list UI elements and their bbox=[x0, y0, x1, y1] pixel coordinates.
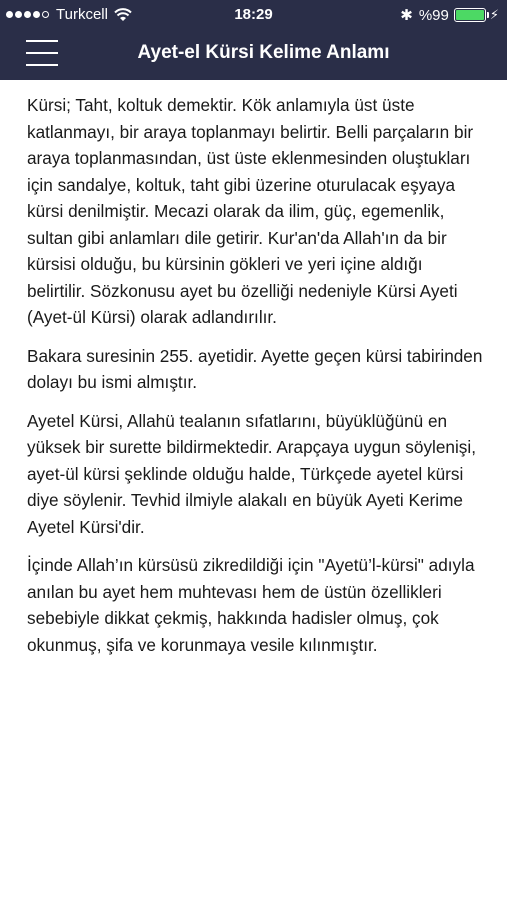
top-bar bbox=[0, 0, 507, 80]
battery-percent: %99 bbox=[418, 6, 449, 24]
page-title: Ayet-el Kürsi Kelime Anlamı bbox=[137, 42, 390, 63]
status-right bbox=[400, 6, 499, 24]
carrier-name: Turkcell bbox=[56, 6, 108, 23]
paragraph: Ayetel Kürsi, Allahü tealanın sıfatlarını, büyüklüğünü en yüksek bir surette bildirmektedir. Arapçaya uygun söylenişi, ayet-ül kürsi şeklinde olduğu halde, Türkçede ayetel kürsi diye söylenir. Tevhid ilmiyle alakalı en büyük Ayeti Kerime Ayetel Kürsi'dir. bbox=[27, 410, 476, 537]
content-body bbox=[0, 80, 507, 658]
status-time: 18:29 bbox=[234, 6, 273, 23]
bluetooth-icon: ✱ bbox=[400, 7, 413, 24]
paragraph: Kürsi; Taht, koltuk demektir. Kök anlamıyla üst üste katlanmayı, bir araya toplanmayı belirtir. Belli parçaların bir araya toplanmasından, üst üste eklenmesinden oluştukları için sandalye, koltuk, taht gibi üzerine oturulacak eşyaya kürsi denilmiştir. Mecazi olarak da ilim, güç, egemenlik, sultan gibi anlamları dile getirir. Kur'an'da Allah'ın da bir kürsisi olduğu, bu kürsinin gökleri ve yeri içine aldığı belirtilir. Sözkonusu ayet bu özelliği nedeniyle Kürsi Ayeti (Ayet-ül Kürsi) olarak adlandırılır. bbox=[27, 95, 474, 327]
nav-bar bbox=[0, 30, 507, 80]
paragraph: İçinde Allah’ın kürsüsü zikredildiği için "Ayetü’l-kürsi" adıyla anılan bu ayet hem muhtevası hem de üstün özellikleri sebebiyle dikkat çekmiş, hakkında hadisler olmuş, çok okunmuş, şifa ve korunmaya vesile kılınmıştır. bbox=[27, 555, 475, 655]
status-bar bbox=[0, 0, 507, 30]
battery-icon bbox=[454, 8, 486, 22]
paragraph: Bakara suresinin 255. ayetidir. Ayette geçen kürsi tabirinden dolayı bu ismi almıştır. bbox=[27, 345, 483, 392]
charging-bolt-icon: ⚡ bbox=[489, 7, 499, 22]
